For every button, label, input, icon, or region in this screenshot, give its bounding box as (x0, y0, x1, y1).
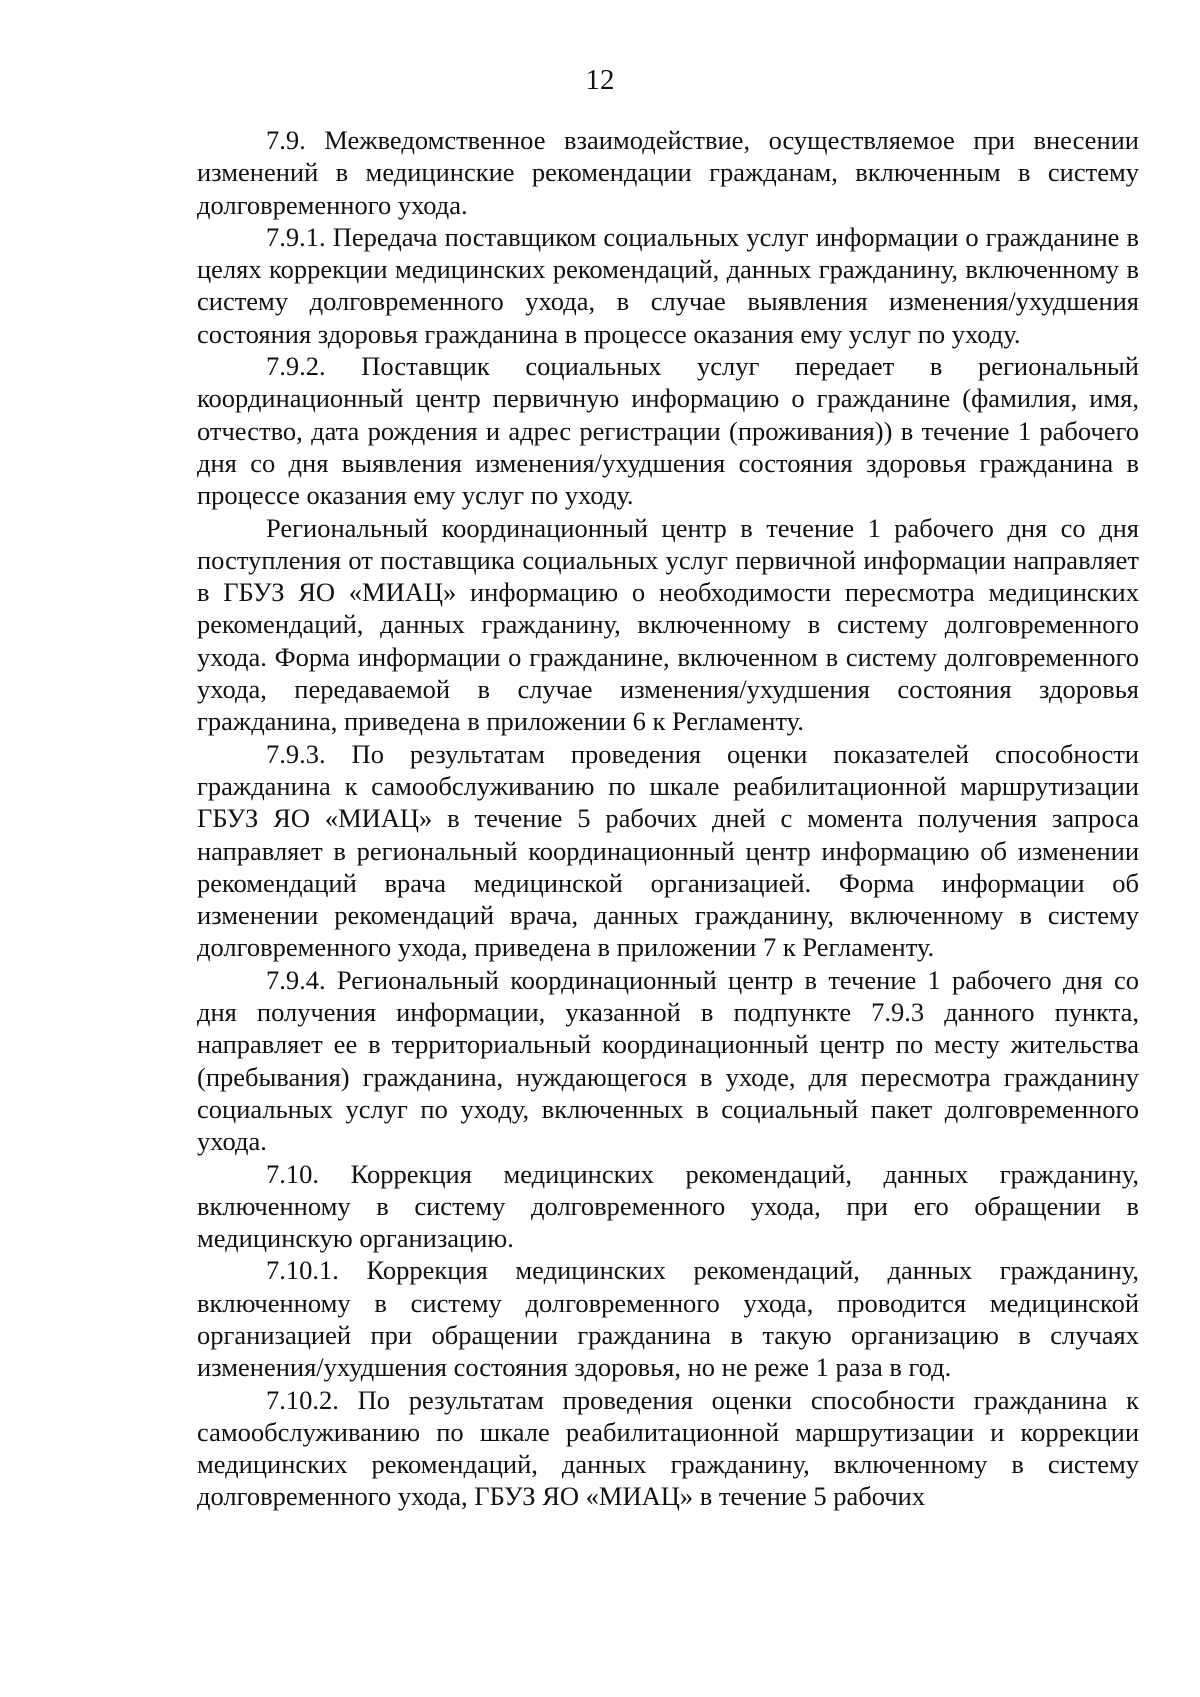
paragraph-7-9: 7.9. Межведомственное взаимодействие, осуществляемое при внесении изменений в медицинские рекомендации гражданам, включенным в систему долговременного ухода. (197, 125, 1139, 220)
paragraph-7-9-1: 7.9.1. Передача поставщиком социальных услуг информации о гражданине в целях коррекции медицинских рекомендаций, данных гражданину, включенному в систему долговременного ухода, в случае выявления изменения/ухудшения состояния здоровья гражданина в процессе оказания ему услуг по уходу. (197, 221, 1139, 349)
paragraph-7-10: 7.10. Коррекция медицинских рекомендаций, данных гражданину, включенному в систему долговременного ухода, при его обращении в медицинскую организацию. (197, 1158, 1139, 1254)
page-number: 12 (585, 64, 615, 96)
document-body (197, 124, 1139, 1513)
paragraph-7-9-4: 7.9.4. Региональный координационный центр в течение 1 рабочего дня со дня получения информации, указанной в подпункте 7.9.3 данного пункта, направляет ее в территориальный координационный центр по месту жительства (пребывания) гражданина, нуждающегося в уходе, для пересмотра гражданину социальных услуг по уходу, включенных в социальный пакет долговременного ухода. (197, 964, 1139, 1157)
paragraph-7-10-1: 7.10.1. Коррекция медицинских рекомендаций, данных гражданину, включенному в систему долговременного ухода, проводится медицинской организацией при обращении гражданина в такую организацию в случаях изменения/ухудшения состояния здоровья, но не реже 1 раза в год. (197, 1255, 1139, 1383)
paragraph-7-10-2: 7.10.2. По результатам проведения оценки способности гражданина к самообслуживанию по шкале реабилитационной маршрутизации и коррекции медицинских рекомендаций, данных гражданину, включенному в систему долговременного ухода, ГБУЗ ЯО «МИАЦ» в течение 5 рабочих (197, 1384, 1139, 1512)
paragraph-7-9-3: 7.9.3. По результатам проведения оценки показателей способности гражданина к самообслуживанию по шкале реабилитационной маршрутизации ГБУЗ ЯО «МИАЦ» в течение 5 рабочих дней с момента получения запроса направляет в региональный координационный центр информацию об изменении рекомендаций врача медицинской организацией. Форма информации об изменении рекомендаций врача, данных гражданину, включенному в систему долговременного ухода, приведена в приложении 7 к Регламенту. (197, 738, 1139, 963)
paragraph-7-9-2: 7.9.2. Поставщик социальных услуг передает в региональный координационный центр первичную информацию о гражданине (фамилия, имя, отчество, дата рождения и адрес регистрации (проживания)) в течение 1 рабочего дня со дня выявления изменения/ухудшения состояния здоровья гражданина в процессе оказания ему услуг по уходу. (197, 351, 1139, 511)
paragraph-regional-center: Региональный координационный центр в течение 1 рабочего дня со дня поступления от поставщика социальных услуг первичной информации направляет в ГБУЗ ЯО «МИАЦ» информацию о необходимости пересмотра медицинских рекомендаций, данных гражданину, включенному в систему долговременного ухода. Форма информации о гражданине, включенном в систему долговременного ухода, передаваемой в случае изменения/ухудшения состояния здоровья гражданина, приведена в приложении 6 к Регламенту. (197, 512, 1139, 737)
